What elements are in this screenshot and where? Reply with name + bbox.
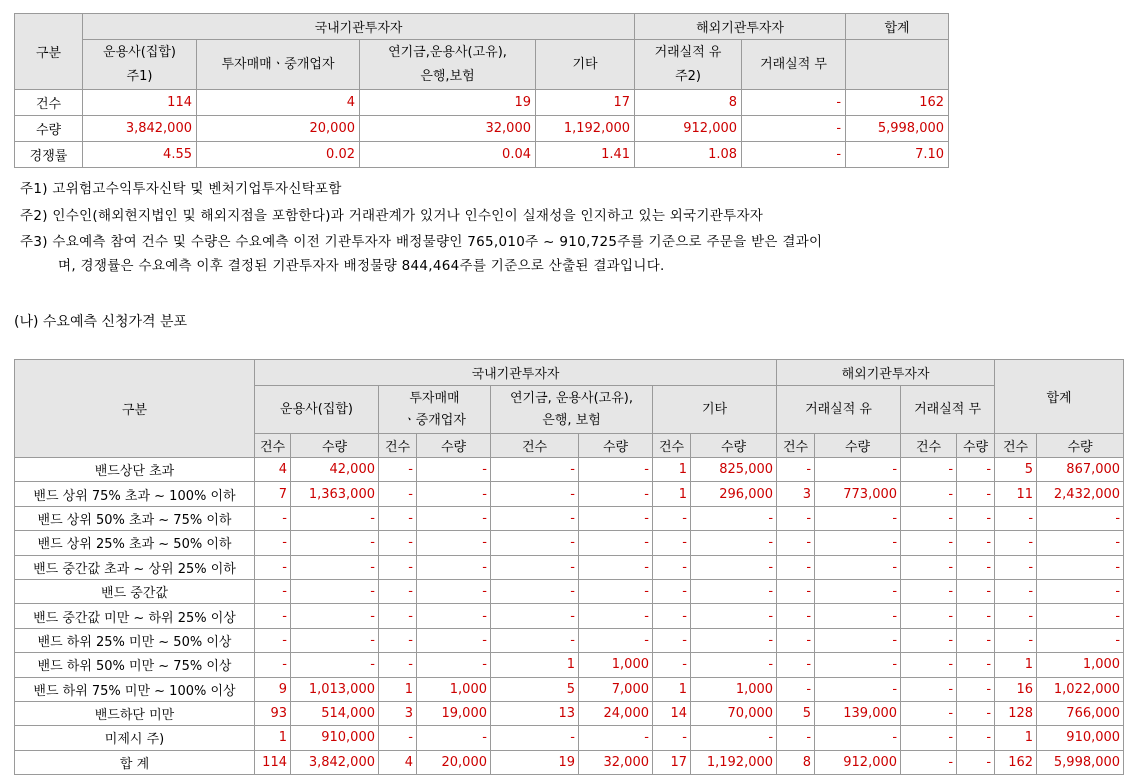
t2-row	[15, 482, 1124, 506]
t2-row	[15, 531, 1124, 555]
t2-cell: 1	[653, 458, 691, 482]
t2-cell: 1	[653, 677, 691, 701]
t2-cell: -	[995, 531, 1037, 555]
t2-cell: 1,000	[579, 653, 653, 677]
t2-cell: -	[901, 653, 957, 677]
t2-cell: -	[579, 604, 653, 628]
t2-cell: 4	[379, 750, 417, 774]
t2-cell: -	[653, 628, 691, 652]
t2-cell: 1,000	[417, 677, 491, 701]
t1-cell: 7.10	[846, 142, 949, 168]
t2-cell: -	[379, 628, 417, 652]
t2-cell: 3	[777, 482, 815, 506]
t2-cell: -	[691, 531, 777, 555]
t2-cell: 17	[653, 750, 691, 774]
t2-cell: 3	[379, 701, 417, 725]
t1-cell: 4.55	[83, 142, 197, 168]
t2-row-label: 밴드 중간값 초과 ~ 상위 25% 이하	[15, 555, 255, 579]
t2-cell: -	[957, 555, 995, 579]
t2-cell: -	[1037, 604, 1124, 628]
t2-subheader-count: 건수	[901, 434, 957, 458]
t2-cell: -	[777, 604, 815, 628]
t2-cell: -	[995, 555, 1037, 579]
t2-row-label: 밴드 상위 50% 초과 ~ 75% 이하	[15, 506, 255, 530]
t2-cell: -	[417, 531, 491, 555]
t2-subheader-qty: 수량	[417, 434, 491, 458]
t2-cell: -	[901, 677, 957, 701]
t2-cell: -	[957, 701, 995, 725]
t2-cell: -	[291, 579, 379, 603]
t1-cell: 20,000	[197, 116, 360, 142]
t2-cell: -	[815, 604, 901, 628]
t2-cell: 11	[995, 482, 1037, 506]
t2-subheader-qty: 수량	[579, 434, 653, 458]
t2-subheader-count: 건수	[777, 434, 815, 458]
t2-cell: -	[417, 628, 491, 652]
t2-cell: -	[491, 482, 579, 506]
t2-cell: 128	[995, 701, 1037, 725]
t2-cell: -	[777, 653, 815, 677]
t2-col-header: 기타	[653, 386, 777, 434]
t2-cell: -	[815, 555, 901, 579]
t2-cell: -	[957, 726, 995, 750]
t1-header-group: 구분	[15, 14, 83, 90]
t2-cell: 13	[491, 701, 579, 725]
t2-cell: 19,000	[417, 701, 491, 725]
t2-cell: -	[417, 726, 491, 750]
competition-table	[14, 13, 949, 168]
t2-row-label: 미제시 주)	[15, 726, 255, 750]
t2-row	[15, 506, 1124, 530]
t2-cell: -	[1037, 579, 1124, 603]
t2-cell: -	[653, 653, 691, 677]
t2-cell: -	[579, 506, 653, 530]
t2-cell: 912,000	[815, 750, 901, 774]
t1-header-foreign: 해외기관투자자	[635, 14, 846, 40]
t2-cell: -	[653, 604, 691, 628]
t2-cell: -	[691, 579, 777, 603]
t2-cell: -	[777, 458, 815, 482]
t2-cell: 1,000	[691, 677, 777, 701]
t2-cell: -	[491, 458, 579, 482]
t2-cell: -	[815, 458, 901, 482]
t2-cell: -	[901, 726, 957, 750]
t2-cell: -	[491, 726, 579, 750]
t1-cell: 114	[83, 90, 197, 116]
t2-cell: 14	[653, 701, 691, 725]
t2-subheader-count: 건수	[653, 434, 691, 458]
t2-subheader-qty: 수량	[691, 434, 777, 458]
t2-cell: 1	[255, 726, 291, 750]
t2-col-header: 거래실적 무	[901, 386, 995, 434]
note-1: 주1) 고위험고수익투자신탁 및 벤처기업투자신탁포함	[20, 181, 342, 197]
t1-cell: 162	[846, 90, 949, 116]
t2-cell: 93	[255, 701, 291, 725]
t2-header-foreign: 해외기관투자자	[777, 360, 995, 386]
t2-row	[15, 750, 1124, 774]
t2-cell: 4	[255, 458, 291, 482]
t2-cell: -	[379, 555, 417, 579]
note-3: 주3) 수요예측 참여 건수 및 수량은 수요예측 이전 기관투자자 배정물량인 765,010주 ~ 910,725주를 기준으로 주문을 받은 결과이	[20, 234, 823, 250]
t2-cell: -	[579, 531, 653, 555]
t2-row-label: 밴드 하위 75% 미만 ~ 100% 이상	[15, 677, 255, 701]
t2-cell: -	[255, 604, 291, 628]
t2-cell: -	[491, 579, 579, 603]
t1-col-header-empty	[846, 40, 949, 90]
t2-cell: -	[815, 579, 901, 603]
t2-cell: -	[995, 506, 1037, 530]
t1-col-header: 기타	[536, 40, 635, 90]
t2-cell: -	[777, 555, 815, 579]
t2-cell: 16	[995, 677, 1037, 701]
t2-cell: -	[957, 653, 995, 677]
t2-cell: -	[653, 531, 691, 555]
t2-row	[15, 726, 1124, 750]
t1-col-header: 연기금,운용사(고유), 은행,보험	[360, 40, 536, 90]
t2-cell: -	[255, 555, 291, 579]
t1-row	[15, 90, 949, 116]
t2-row-label: 밴드 하위 25% 미만 ~ 50% 이상	[15, 628, 255, 652]
t2-cell: -	[691, 726, 777, 750]
t2-cell: -	[901, 628, 957, 652]
t2-cell: -	[1037, 555, 1124, 579]
t2-cell: 1,000	[1037, 653, 1124, 677]
t2-subheader-count: 건수	[379, 434, 417, 458]
t2-cell: 5	[995, 458, 1037, 482]
t2-row	[15, 555, 1124, 579]
t1-cell: 32,000	[360, 116, 536, 142]
t2-cell: -	[777, 506, 815, 530]
t2-cell: -	[901, 701, 957, 725]
t2-cell: -	[255, 506, 291, 530]
t2-cell: 139,000	[815, 701, 901, 725]
t1-cell: 4	[197, 90, 360, 116]
t2-cell: -	[901, 482, 957, 506]
t1-cell: 5,998,000	[846, 116, 949, 142]
t2-cell: -	[901, 750, 957, 774]
t2-subheader-qty: 수량	[291, 434, 379, 458]
t2-cell: 42,000	[291, 458, 379, 482]
t1-row-label: 경쟁률	[15, 142, 83, 168]
t2-cell: -	[291, 531, 379, 555]
t1-cell: 0.02	[197, 142, 360, 168]
t2-cell: -	[815, 506, 901, 530]
t2-cell: 1	[995, 653, 1037, 677]
t2-cell: 1,363,000	[291, 482, 379, 506]
t2-cell: 7,000	[579, 677, 653, 701]
t1-cell: -	[742, 142, 846, 168]
t2-header-group: 구분	[15, 360, 255, 458]
t2-cell: -	[579, 726, 653, 750]
t1-col-header: 거래실적 무	[742, 40, 846, 90]
t2-cell: -	[957, 458, 995, 482]
t2-cell: -	[957, 677, 995, 701]
t2-cell: -	[777, 628, 815, 652]
t2-row-label: 밴드 중간값	[15, 579, 255, 603]
t2-cell: -	[491, 531, 579, 555]
t2-cell: 514,000	[291, 701, 379, 725]
t2-cell: -	[417, 555, 491, 579]
t2-cell: 766,000	[1037, 701, 1124, 725]
t2-col-header: 투자매매 ㆍ중개업자	[379, 386, 491, 434]
t2-cell: 2,432,000	[1037, 482, 1124, 506]
t2-cell: 7	[255, 482, 291, 506]
t2-col-header: 연기금, 운용사(고유), 은행, 보험	[491, 386, 653, 434]
t2-cell: 24,000	[579, 701, 653, 725]
price-distribution-table	[14, 359, 1124, 775]
t2-cell: -	[995, 604, 1037, 628]
t2-row	[15, 653, 1124, 677]
t2-cell: -	[995, 628, 1037, 652]
note-2: 주2) 인수인(해외현지법인 및 해외지점을 포함한다)과 거래관계가 있거나 인수인이 실재성을 인지하고 있는 외국기관투자자	[20, 208, 764, 224]
t2-cell: -	[417, 653, 491, 677]
t2-row	[15, 458, 1124, 482]
t2-cell: 1,013,000	[291, 677, 379, 701]
t2-cell: -	[379, 506, 417, 530]
t2-cell: -	[417, 506, 491, 530]
t2-cell: 114	[255, 750, 291, 774]
t2-cell: -	[957, 579, 995, 603]
t2-row-label: 밴드 상위 75% 초과 ~ 100% 이하	[15, 482, 255, 506]
t2-row-label: 밴드 상위 25% 초과 ~ 50% 이하	[15, 531, 255, 555]
t2-row	[15, 677, 1124, 701]
t2-row	[15, 628, 1124, 652]
t1-cell: -	[742, 116, 846, 142]
t2-subheader-count: 건수	[995, 434, 1037, 458]
t2-subheader-qty: 수량	[815, 434, 901, 458]
t2-cell: -	[579, 555, 653, 579]
t2-cell: -	[957, 506, 995, 530]
t1-cell: 1.08	[635, 142, 742, 168]
t2-cell: -	[291, 628, 379, 652]
t2-cell: -	[417, 458, 491, 482]
t2-cell: 1	[491, 653, 579, 677]
t2-cell: 5	[491, 677, 579, 701]
t2-cell: -	[901, 458, 957, 482]
t2-cell: -	[691, 653, 777, 677]
t2-cell: -	[691, 604, 777, 628]
t2-cell: -	[901, 579, 957, 603]
t2-cell: -	[901, 506, 957, 530]
t2-cell: 1	[653, 482, 691, 506]
t2-cell: -	[815, 677, 901, 701]
t2-cell: -	[691, 628, 777, 652]
t2-cell: -	[579, 579, 653, 603]
t2-cell: -	[491, 555, 579, 579]
t2-cell: -	[291, 653, 379, 677]
section-subtitle: (나) 수요예측 신청가격 분포	[14, 314, 188, 330]
t2-cell: -	[379, 482, 417, 506]
t2-cell: -	[379, 653, 417, 677]
t2-cell: 1	[995, 726, 1037, 750]
t2-cell: -	[995, 579, 1037, 603]
t2-row	[15, 604, 1124, 628]
t1-cell: -	[742, 90, 846, 116]
t1-cell: 1,192,000	[536, 116, 635, 142]
t2-row-label: 밴드상단 초과	[15, 458, 255, 482]
t2-cell: -	[901, 604, 957, 628]
t2-cell: -	[1037, 506, 1124, 530]
t2-cell: -	[653, 579, 691, 603]
t2-cell: -	[777, 726, 815, 750]
t2-cell: -	[291, 555, 379, 579]
t2-cell: -	[957, 628, 995, 652]
t1-cell: 3,842,000	[83, 116, 197, 142]
t2-row	[15, 701, 1124, 725]
t2-cell: -	[291, 506, 379, 530]
t2-cell: -	[901, 531, 957, 555]
t2-cell: -	[815, 531, 901, 555]
t2-cell: -	[957, 482, 995, 506]
t1-cell: 17	[536, 90, 635, 116]
t2-cell: 5,998,000	[1037, 750, 1124, 774]
t2-row-label: 밴드 중간값 미만 ~ 하위 25% 이상	[15, 604, 255, 628]
t2-cell: 867,000	[1037, 458, 1124, 482]
t2-cell: -	[379, 531, 417, 555]
t2-cell: -	[379, 458, 417, 482]
t2-cell: -	[691, 555, 777, 579]
t1-row	[15, 116, 949, 142]
t2-cell: -	[957, 604, 995, 628]
t2-cell: -	[255, 531, 291, 555]
t1-cell: 19	[360, 90, 536, 116]
t2-cell: 1	[379, 677, 417, 701]
t2-cell: -	[777, 531, 815, 555]
t2-cell: -	[653, 506, 691, 530]
t1-cell: 8	[635, 90, 742, 116]
t2-cell: -	[957, 531, 995, 555]
t2-row-label: 합 계	[15, 750, 255, 774]
t2-header-total: 합계	[995, 360, 1124, 434]
t2-subheader-qty: 수량	[957, 434, 995, 458]
t2-cell: -	[255, 653, 291, 677]
t2-subheader-count: 건수	[491, 434, 579, 458]
t2-cell: -	[579, 628, 653, 652]
t2-subheader-count: 건수	[255, 434, 291, 458]
t1-row-label: 수량	[15, 116, 83, 142]
t2-cell: 162	[995, 750, 1037, 774]
t2-cell: 825,000	[691, 458, 777, 482]
t2-cell: -	[815, 628, 901, 652]
t2-header-domestic: 국내기관투자자	[255, 360, 777, 386]
t2-cell: 9	[255, 677, 291, 701]
t2-cell: -	[379, 579, 417, 603]
t1-header-domestic: 국내기관투자자	[83, 14, 635, 40]
t2-cell: -	[815, 726, 901, 750]
t2-cell: -	[901, 555, 957, 579]
t2-cell: 1,022,000	[1037, 677, 1124, 701]
t2-cell: 20,000	[417, 750, 491, 774]
t1-col-header: 투자매매ㆍ중개업자	[197, 40, 360, 90]
t2-cell: -	[653, 555, 691, 579]
t2-subheader-qty: 수량	[1037, 434, 1124, 458]
t2-cell: 773,000	[815, 482, 901, 506]
t2-cell: -	[1037, 628, 1124, 652]
t2-cell: -	[417, 482, 491, 506]
t1-row-label: 건수	[15, 90, 83, 116]
note-3-cont: 며, 경쟁률은 수요예측 이후 결정된 기관투자자 배정물량 844,464주를 기준으로 산출된 결과입니다.	[58, 258, 665, 274]
t2-cell: -	[815, 653, 901, 677]
t2-cell: 8	[777, 750, 815, 774]
t2-row	[15, 579, 1124, 603]
t2-cell: -	[579, 458, 653, 482]
t1-header-total: 합계	[846, 14, 949, 40]
t2-cell: 3,842,000	[291, 750, 379, 774]
t2-cell: -	[379, 604, 417, 628]
t1-col-header: 거래실적 유 주2)	[635, 40, 742, 90]
t2-cell: 32,000	[579, 750, 653, 774]
t2-cell: 5	[777, 701, 815, 725]
t2-cell: 19	[491, 750, 579, 774]
t2-cell: -	[957, 750, 995, 774]
t1-cell: 912,000	[635, 116, 742, 142]
t2-cell: -	[255, 579, 291, 603]
t2-cell: -	[379, 726, 417, 750]
t2-col-header: 거래실적 유	[777, 386, 901, 434]
t2-cell: -	[417, 604, 491, 628]
t2-row-label: 밴드하단 미만	[15, 701, 255, 725]
t1-cell: 0.04	[360, 142, 536, 168]
t2-cell: 70,000	[691, 701, 777, 725]
t2-cell: -	[653, 726, 691, 750]
t2-cell: -	[417, 579, 491, 603]
t2-col-header: 운용사(집합)	[255, 386, 379, 434]
t2-cell: 296,000	[691, 482, 777, 506]
t2-row-label: 밴드 하위 50% 미만 ~ 75% 이상	[15, 653, 255, 677]
t2-cell: 1,192,000	[691, 750, 777, 774]
t1-row	[15, 142, 949, 168]
t2-cell: -	[491, 628, 579, 652]
t2-cell: -	[777, 579, 815, 603]
t2-cell: -	[255, 628, 291, 652]
t1-cell: 1.41	[536, 142, 635, 168]
t2-cell: 910,000	[1037, 726, 1124, 750]
t2-cell: -	[579, 482, 653, 506]
t2-cell: -	[691, 506, 777, 530]
t2-cell: 910,000	[291, 726, 379, 750]
t2-cell: -	[491, 604, 579, 628]
t2-cell: -	[777, 677, 815, 701]
t2-cell: -	[491, 506, 579, 530]
t2-cell: -	[291, 604, 379, 628]
t2-cell: -	[1037, 531, 1124, 555]
t1-col-header: 운용사(집합) 주1)	[83, 40, 197, 90]
